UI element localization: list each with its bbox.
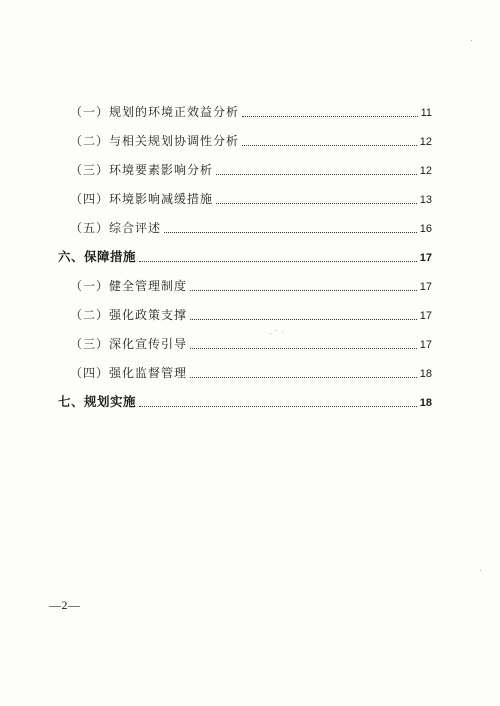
toc-dot-leader: [139, 405, 417, 407]
toc-dot-leader: [190, 318, 417, 320]
scan-speck: [480, 570, 481, 571]
toc-entry[interactable]: [58, 266, 432, 295]
toc-entry-page: 12: [419, 136, 432, 148]
toc-section-page: 18: [419, 397, 432, 409]
toc-dot-leader: [190, 376, 417, 378]
toc-entry-title: （三）环境要素影响分析: [70, 163, 214, 177]
toc-entry-page: 13: [419, 194, 432, 206]
scan-speck: [276, 330, 277, 331]
toc-dot-leader: [190, 289, 417, 291]
toc-entry[interactable]: [58, 353, 432, 382]
toc-entry[interactable]: [58, 324, 432, 353]
toc-dot-leader: [216, 202, 417, 204]
toc-entry-page: 18: [419, 368, 432, 380]
toc-entry-title: （四）强化监督管理: [70, 366, 188, 380]
toc-dot-leader: [242, 144, 417, 146]
toc-section-entry[interactable]: [58, 237, 432, 266]
toc-entry[interactable]: [58, 295, 432, 324]
toc-entry-page: 16: [419, 223, 432, 235]
toc-entry-page: 17: [419, 310, 432, 322]
toc-entry[interactable]: [58, 208, 432, 237]
scan-speck: [282, 331, 283, 332]
toc-dot-leader: [242, 115, 418, 117]
scan-speck: [270, 333, 271, 334]
toc-entry-title: （二）强化政策支撑: [70, 308, 188, 322]
toc-entry-title: （四）环境影响减缓措施: [70, 192, 214, 206]
toc-dot-leader: [216, 173, 417, 175]
toc-entry[interactable]: [58, 179, 432, 208]
toc-entry[interactable]: [58, 121, 432, 150]
toc-section-entry[interactable]: [58, 382, 432, 411]
toc-dot-leader: [139, 260, 417, 262]
toc-section-title: 七、规划实施: [58, 394, 137, 409]
toc-section-page: 17: [419, 252, 432, 264]
toc-entry-page: 11: [420, 107, 432, 119]
scan-speck: [471, 40, 472, 41]
toc-entry[interactable]: [58, 92, 432, 121]
toc-dot-leader: [190, 347, 417, 349]
toc-entry-title: （一）健全管理制度: [70, 279, 188, 293]
toc-entry-page: 12: [419, 165, 432, 177]
toc-entry[interactable]: [58, 150, 432, 179]
toc-section-title: 六、保障措施: [58, 249, 137, 264]
toc-entry-title: （五）综合评述: [70, 221, 162, 235]
toc-entry-title: （二）与相关规划协调性分析: [70, 134, 240, 148]
toc-entry-page: 17: [419, 339, 432, 351]
toc-entry-title: （三）深化宣传引导: [70, 337, 188, 351]
toc-entry-page: 17: [419, 281, 432, 293]
toc-dot-leader: [164, 231, 417, 233]
page-number-footer: —2—: [49, 598, 81, 612]
table-of-contents: [58, 92, 432, 411]
toc-entry-title: （一）规划的环境正效益分析: [70, 105, 240, 119]
